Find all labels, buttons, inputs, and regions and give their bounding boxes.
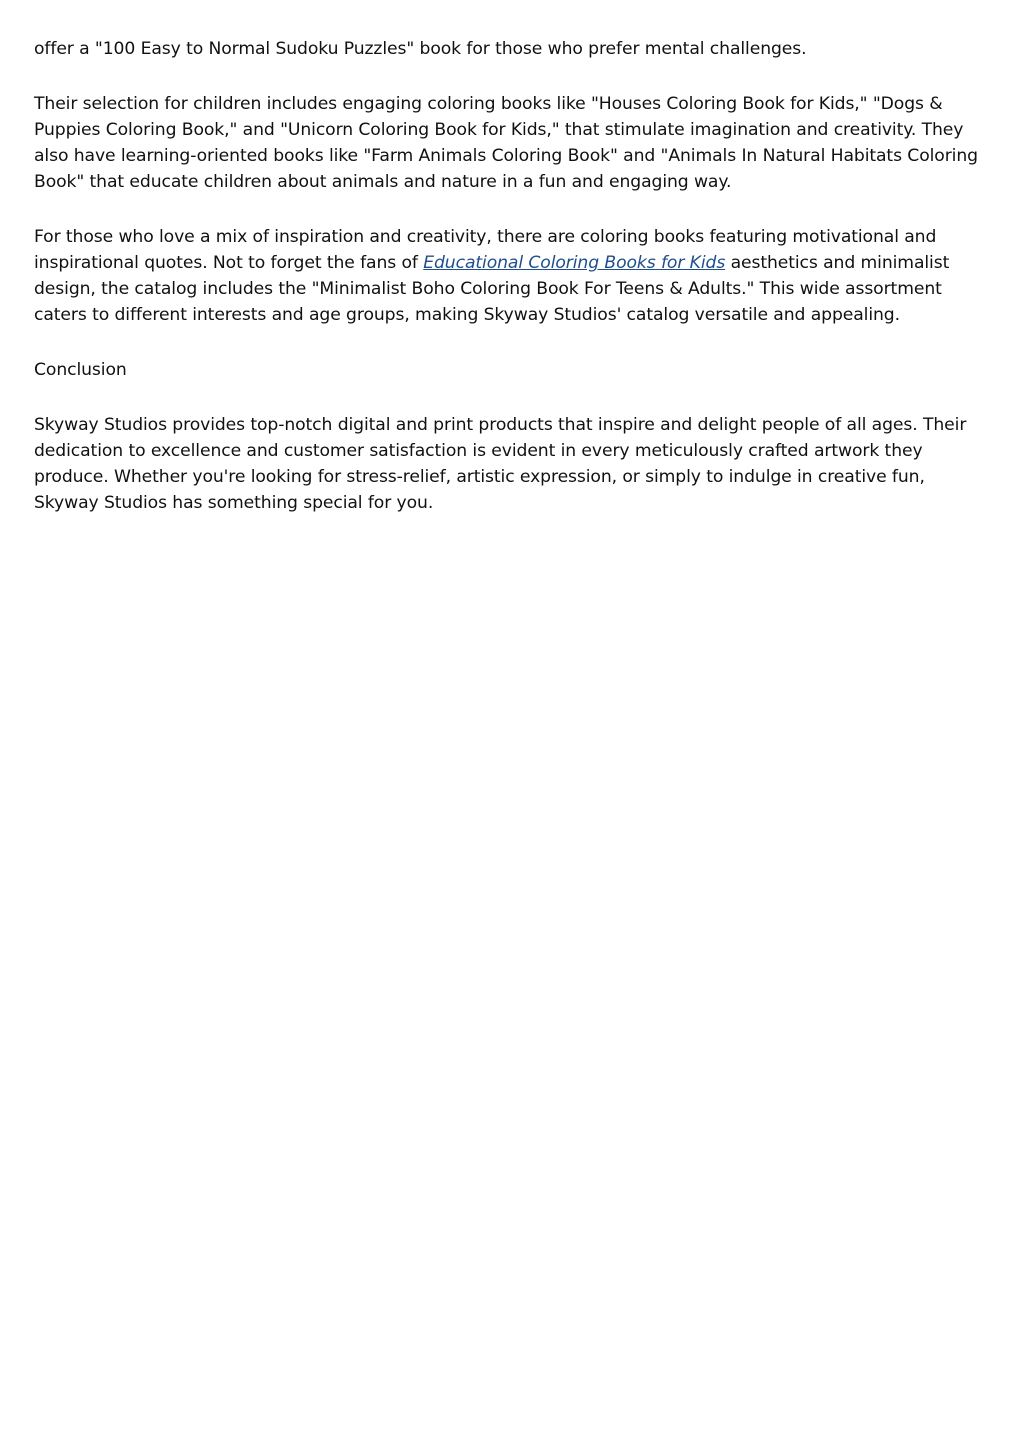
educational-coloring-books-link[interactable]: Educational Coloring Books for Kids	[423, 253, 726, 273]
paragraph-inspiration-text-start: For those who love a mix of inspiration and creativity, there are coloring books featuring motivational and inspirational quotes. Not to forget the fans of	[34, 227, 937, 273]
paragraph-sudoku: offer a "100 Easy to Normal Sudoku Puzzles" book for those who prefer mental challenges.	[34, 39, 807, 59]
paragraph-inspiration-text-end: aesthetics and minimalist design, the catalog includes the "Minimalist Boho Coloring Book For Teens & Adults." This wide assortment caters to different interests and age groups, making Skyway Studios' catalog versatile and appealing.	[34, 253, 950, 325]
paragraph-inspiration	[34, 224, 990, 328]
paragraph-children-books: Their selection for children includes engaging coloring books like "Houses Coloring Book for Kids," "Dogs & Puppies Coloring Book," and "Unicorn Coloring Book for Kids," that stimulate imagination and creativity. They also have learning-oriented books like "Farm Animals Coloring Book" and "Animals In Natural Habitats Coloring Book" that educate children about animals and nature in a fun and engaging way.	[34, 94, 978, 192]
paragraph-conclusion: Skyway Studios provides top-notch digital and print products that inspire and delight people of all ages. Their dedication to excellence and customer satisfaction is evident in every meticulously crafted artwork they produce. Whether you're looking for stress-relief, artistic expression, or simply to indulge in creative fun, Skyway Studios has something special for you.	[34, 415, 967, 513]
conclusion-heading: Conclusion	[34, 360, 127, 380]
